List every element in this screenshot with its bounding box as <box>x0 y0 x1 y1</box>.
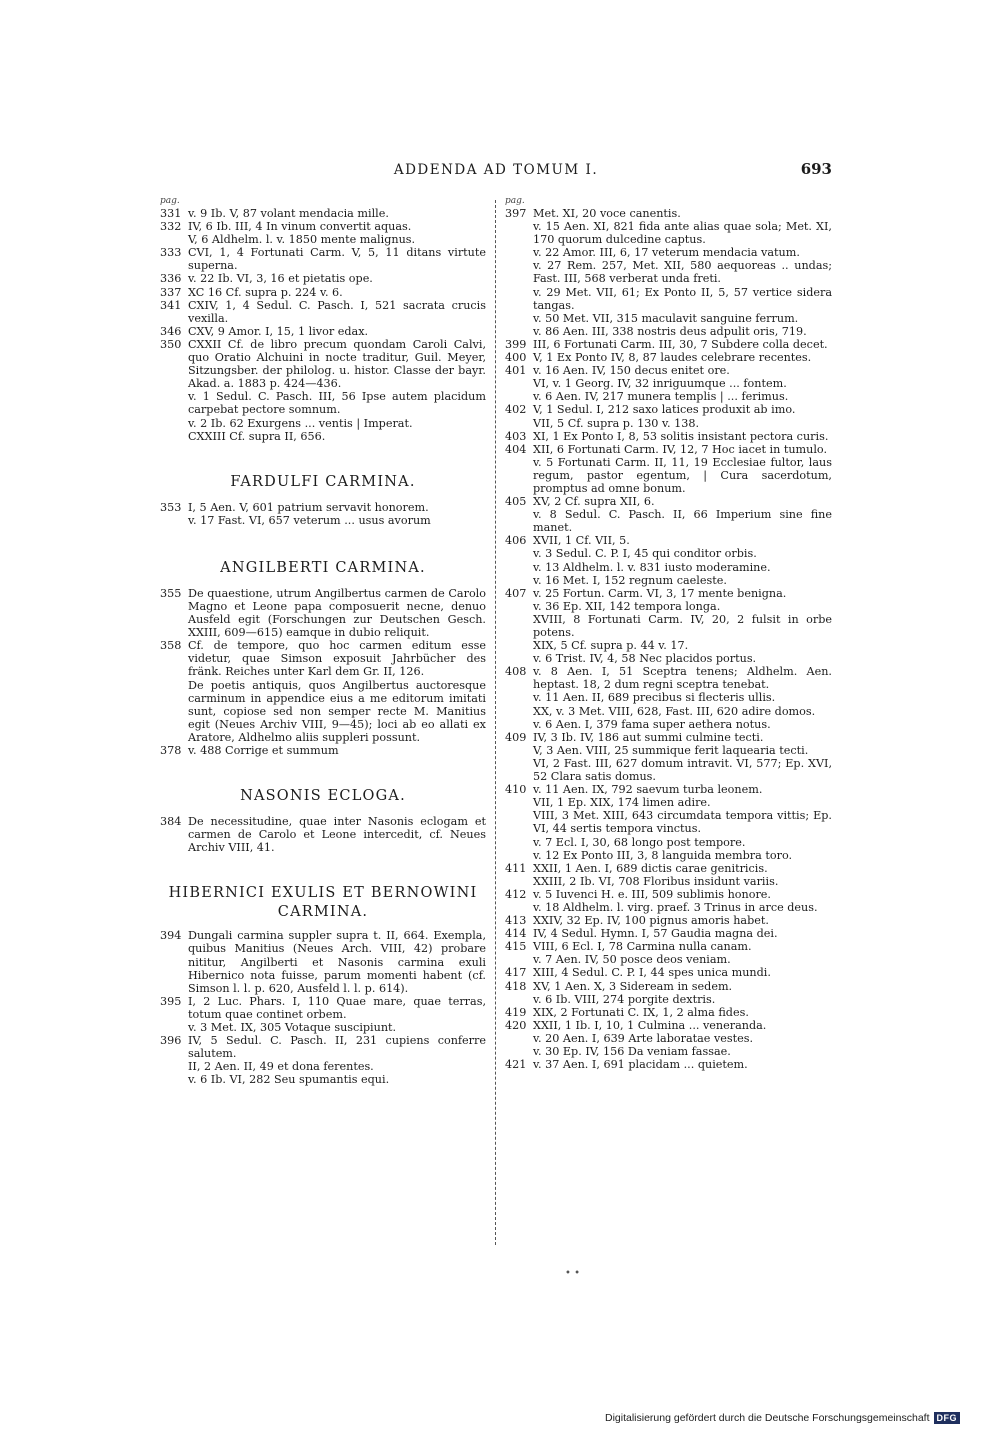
entry-page-number: 396 <box>160 1034 182 1048</box>
index-entry <box>505 966 832 979</box>
entry-text: CXIV, 1, 4 Sedul. C. Pasch. I, 521 sacrata crucis vexilla. <box>188 298 486 325</box>
entry-page-number: 346 <box>160 324 182 338</box>
index-entry <box>160 325 486 338</box>
section-title-nasonis: NASONIS ECLOGA. <box>240 788 406 805</box>
index-entry <box>505 875 832 888</box>
index-entry <box>505 312 832 325</box>
index-entry <box>505 862 832 875</box>
entry-text: v. 11 Aen. IX, 792 saevum turba leonem. <box>533 783 763 797</box>
entry-text: v. 22 Ib. VI, 3, 16 et pietatis ope. <box>188 272 373 286</box>
entries-group-right <box>505 207 832 1071</box>
entry-page-number: 399 <box>505 337 527 351</box>
entry-page-number: 421 <box>505 1058 527 1072</box>
entry-text: XXII, 1 Ib. I, 10, 1 Culmina ... veneranda. <box>533 1018 767 1032</box>
index-entry <box>505 534 832 547</box>
section-title-fardulfi: FARDULFI CARMINA. <box>230 473 416 490</box>
index-entry <box>505 718 832 731</box>
index-entry <box>505 220 832 246</box>
index-entry <box>505 980 832 993</box>
entry-text: v. 7 Aen. IV, 50 posce deos veniam. <box>533 953 731 967</box>
entry-text: v. 6 Aen. I, 379 fama super aethera notus. <box>533 717 771 731</box>
entry-text: V, 3 Aen. VIII, 25 summique ferit laquearia tecti. <box>533 743 809 757</box>
footer-credit: Digitalisierung gefördert durch die Deutsche Forschungsgemeinschaft <box>604 1412 930 1424</box>
index-entry <box>505 286 832 312</box>
index-entry <box>160 744 486 757</box>
entry-text: v. 7 Ecl. I, 30, 68 longo post tempore. <box>533 835 746 849</box>
entry-text: XC 16 Cf. supra p. 224 v. 6. <box>188 285 343 299</box>
entry-text: IV, 5 Sedul. C. Pasch. II, 231 cupiens conferre salutem. <box>188 1034 486 1061</box>
index-entry <box>160 233 486 246</box>
index-entry <box>505 364 832 377</box>
index-entry <box>505 495 832 508</box>
entry-text: XIII, 4 Sedul. C. P. I, 44 spes unica mundi. <box>533 966 771 980</box>
index-entry <box>505 731 832 744</box>
index-entry <box>505 587 832 600</box>
entry-page-number: 408 <box>505 665 527 679</box>
index-entry <box>160 417 486 430</box>
entry-text: Cf. de tempore, quo hoc carmen editum esse videtur, quae Simson exposuit Jahrbücher des fränk. Reiches unter Karl dem Gr. II, 126. <box>188 639 486 679</box>
index-entry <box>160 815 486 854</box>
right-column <box>505 196 832 1071</box>
entry-page-number: 403 <box>505 429 527 443</box>
entry-page-number: 378 <box>160 744 182 757</box>
entry-text: XII, 6 Fortunati Carm. IV, 12, 7 Hoc iacet in tumulo. <box>533 442 828 456</box>
index-entry <box>505 705 832 718</box>
entry-page-number: 410 <box>505 783 527 797</box>
entry-page-number: 395 <box>160 994 182 1008</box>
entry-text: De necessitudine, quae inter Nasonis eclogam et carmen de Carolo et Leone intercedit, cf. Neues Archiv VIII, 41. <box>188 815 486 855</box>
index-entry <box>160 639 486 678</box>
entry-page-number: 384 <box>160 815 182 829</box>
entry-page-number: 404 <box>505 442 527 456</box>
entry-page-number: 409 <box>505 730 527 744</box>
entry-text: IV, 4 Sedul. Hymn. I, 57 Gaudia magna dei. <box>533 927 778 941</box>
entry-text: III, 6 Fortunati Carm. III, 30, 7 Subdere colla decet. <box>533 337 828 351</box>
entry-text: v. 27 Rem. 257, Met. XII, 580 aequoreas .. undas; Fast. III, 568 verberat unda freti. <box>533 259 832 286</box>
index-entry <box>160 390 486 416</box>
entry-text: VI, v. 1 Georg. IV, 32 inriguumque ... fontem. <box>533 377 787 391</box>
entry-text: Dungali carmina suppler supra t. II, 664. Exempla, quibus Manitius (Neues Arch. VIII, 42) probare nititur, Angilberti et Nasonis carmina exuli Hibernico nota fuisse, parum momenti habent (cf. Simson l. l. p. 620, Ausfeld l. l. p. 614). <box>188 929 486 995</box>
index-entry <box>505 1032 832 1045</box>
index-entry <box>160 1060 486 1073</box>
index-entry <box>505 993 832 1006</box>
entries-group-b <box>160 501 486 527</box>
index-entry <box>160 679 486 744</box>
section-title-angilberti: ANGILBERTI CARMINA. <box>220 559 426 576</box>
entry-text: v. 1 Sedul. C. Pasch. III, 56 Ipse autem placidum carpebat pectore somnum. <box>188 390 486 417</box>
entry-text: v. 16 Met. I, 152 regnum caeleste. <box>533 573 727 587</box>
index-entry <box>505 691 832 704</box>
entry-text: CXXIII Cf. supra II, 656. <box>188 429 326 443</box>
entry-text: CXXII Cf. de libro precum quondam Caroli Calvi, quo Oratio Alchuini in nocte traditur, Guil. Meyer, Sitzungsber. der philolog. u. histor. Classe der bayr. Akad. a. 1883 p. 424—436. <box>188 337 486 391</box>
entry-page-number: 336 <box>160 272 182 286</box>
entry-text: v. 5 Iuvenci H. e. III, 509 sublimis honore. <box>533 887 771 901</box>
index-entry <box>505 403 832 416</box>
entry-text: VI, 2 Fast. III, 627 domum intravit. VI, 577; Ep. XVI, 52 Clara satis domus. <box>533 756 832 784</box>
entry-page-number: 417 <box>505 966 527 980</box>
entry-page-number: 401 <box>505 364 527 378</box>
running-title: ADDENDA AD TOMUM I. <box>393 162 599 178</box>
entry-text: v. 6 Trist. IV, 4, 58 Nec placidos portus. <box>533 652 757 666</box>
entry-text: V, 1 Sedul. I, 212 saxo latices produxit ab imo. <box>533 403 796 417</box>
index-entry <box>505 783 832 796</box>
entry-text: De poetis antiquis, quos Angilbertus auctoresque carminum in appendice eius a me editorum imitati sunt, copiose sed non semper recte M. Manitius egit (Neues Archiv VIII, 9—45); loci ab eo allati ex Aratore, Aldhelmo aliis suppleri possunt. <box>188 678 486 744</box>
column-divider <box>495 200 496 1245</box>
entry-text: VIII, 6 Ecl. I, 78 Carmina nulla canam. <box>533 940 752 954</box>
entry-text: v. 37 Aen. I, 691 placidam ... quietem. <box>533 1058 748 1072</box>
index-entry <box>505 377 832 390</box>
entries-group-d <box>160 815 486 854</box>
index-entry <box>160 587 486 639</box>
entry-page-number: 420 <box>505 1018 527 1032</box>
entry-page-number: 358 <box>160 639 182 653</box>
entry-text: v. 18 Aldhelm. l. virg. praef. 3 Trinus in arce deus. <box>533 900 818 914</box>
index-entry <box>505 940 832 953</box>
page-header <box>160 160 832 182</box>
index-entry <box>505 338 832 351</box>
index-entry <box>505 757 832 783</box>
entry-text: XV, 2 Cf. supra XII, 6. <box>533 495 655 509</box>
entry-text: I, 5 Aen. V, 601 patrium servavit honorem. <box>188 500 429 514</box>
page-number: 693 <box>800 160 832 178</box>
entry-text: v. 25 Fortun. Carm. VI, 3, 17 mente benigna. <box>533 586 787 600</box>
entry-page-number: 411 <box>505 861 527 875</box>
left-column <box>160 196 486 1087</box>
entry-text: v. 3 Sedul. C. P. I, 45 qui conditor orbis. <box>533 547 757 561</box>
index-entry <box>505 561 832 574</box>
entry-page-number: 394 <box>160 929 182 943</box>
index-entry <box>505 1045 832 1058</box>
entry-text: XXIII, 2 Ib. VI, 708 Floribus insidunt variis. <box>533 874 779 888</box>
index-entry <box>505 390 832 403</box>
entry-text: v. 8 Sedul. C. Pasch. II, 66 Imperium sine fine manet. <box>533 508 832 535</box>
entry-page-number: 402 <box>505 403 527 417</box>
ornament-dots: • • <box>565 1268 580 1279</box>
entry-text: v. 11 Aen. II, 689 precibus si flecteris ullis. <box>533 691 776 705</box>
index-entry <box>505 914 832 927</box>
index-entry <box>505 927 832 940</box>
entry-text: CXV, 9 Amor. I, 15, 1 livor edax. <box>188 324 369 338</box>
entry-text: XIX, 5 Cf. supra p. 44 v. 17. <box>533 639 689 653</box>
index-entry <box>505 888 832 901</box>
entry-page-number: 407 <box>505 586 527 600</box>
index-entry <box>160 1034 486 1060</box>
index-entry <box>505 508 832 534</box>
entry-text: V, 6 Aldhelm. l. v. 1850 mente malignus. <box>188 233 416 247</box>
index-entry <box>505 600 832 613</box>
index-entry <box>505 443 832 456</box>
entry-text: v. 86 Aen. III, 338 nostris deus adpulit oris, 719. <box>533 324 807 338</box>
index-entry <box>505 574 832 587</box>
pag-label: pag. <box>505 196 525 206</box>
entry-page-number: 405 <box>505 495 527 509</box>
entry-text: v. 2 Ib. 62 Exurgens ... ventis | Imperat. <box>188 416 413 430</box>
entry-text: v. 22 Amor. III, 6, 17 veterum mendacia vatum. <box>533 246 800 260</box>
entry-page-number: 333 <box>160 246 182 260</box>
entry-page-number: 350 <box>160 337 182 351</box>
entry-page-number: 332 <box>160 220 182 234</box>
index-entry <box>505 246 832 259</box>
index-entry <box>505 417 832 430</box>
index-entry <box>505 325 832 338</box>
entry-text: v. 3 Met. IX, 305 Votaque suscipiunt. <box>188 1021 397 1035</box>
entry-text: IV, 3 Ib. IV, 186 aut summi culmine tecti. <box>533 730 764 744</box>
entry-text: VII, 5 Cf. supra p. 130 v. 138. <box>533 416 699 430</box>
entry-page-number: 400 <box>505 351 527 365</box>
entry-text: CVI, 1, 4 Fortunati Carm. V, 5, 11 ditans virtute superna. <box>188 246 486 273</box>
index-entry <box>505 665 832 691</box>
entry-page-number: 341 <box>160 298 182 312</box>
entry-text: v. 5 Fortunati Carm. II, 11, 19 Ecclesiae fultor, laus regum, pastor egentum, | Cura sacerdotum, promptus ad omne bonum. <box>533 455 832 495</box>
section-title-hibernici: HIBERNICI EXULIS ET BERNOWINI CARMINA. <box>168 885 478 921</box>
entry-page-number: 406 <box>505 534 527 548</box>
entry-text: v. 6 Aen. IV, 217 munera templis | ... ferimus. <box>533 390 789 404</box>
entry-text: XVIII, 8 Fortunati Carm. IV, 20, 2 fulsit in orbe potens. <box>533 612 832 639</box>
entry-text: v. 20 Aen. I, 639 Arte laboratae vestes. <box>533 1031 754 1045</box>
index-entry <box>505 809 832 835</box>
pag-label: pag. <box>160 196 180 206</box>
entry-page-number: 397 <box>505 207 527 220</box>
index-entry <box>505 547 832 560</box>
index-entry <box>505 796 832 809</box>
entry-text: VII, 1 Ep. XIX, 174 limen adire. <box>533 796 711 810</box>
entry-page-number: 413 <box>505 914 527 928</box>
entry-text: v. 15 Aen. XI, 821 fida ante alias quae sola; Met. XI, 170 quorum dulcedine captus. <box>533 220 832 247</box>
index-entry <box>505 456 832 495</box>
index-entry <box>505 639 832 652</box>
entry-page-number: 418 <box>505 979 527 993</box>
entry-text: v. 36 Ep. XII, 142 tempora longa. <box>533 599 721 613</box>
index-entry <box>505 1058 832 1071</box>
entry-text: v. 6 Ib. VIII, 274 porgite dextris. <box>533 992 716 1006</box>
index-entry <box>160 929 486 994</box>
index-entry <box>505 613 832 639</box>
entry-page-number: 415 <box>505 940 527 954</box>
entry-text: XXII, 1 Aen. I, 689 dictis carae genitricis. <box>533 861 768 875</box>
entry-text: v. 9 Ib. V, 87 volant mendacia mille. <box>188 207 389 220</box>
entry-text: v. 16 Aen. IV, 150 decus enitet ore. <box>533 364 730 378</box>
digitization-footer <box>605 1412 960 1424</box>
entry-text: v. 13 Aldhelm. l. v. 831 iusto moderamine. <box>533 560 771 574</box>
entry-text: XXIV, 32 Ep. IV, 100 pignus amoris habet. <box>533 914 769 928</box>
entry-page-number: 412 <box>505 887 527 901</box>
entry-text: XX, v. 3 Met. VIII, 628, Fast. III, 620 adire domos. <box>533 704 816 718</box>
index-entry <box>160 220 486 233</box>
index-entry <box>160 430 486 443</box>
entry-page-number: 355 <box>160 586 182 600</box>
entry-text: Met. XI, 20 voce canentis. <box>533 207 681 220</box>
index-entry <box>505 259 832 285</box>
entry-text: XV, 1 Aen. X, 3 Sideream in sedem. <box>533 979 733 993</box>
index-entry <box>505 849 832 862</box>
index-entry <box>160 299 486 325</box>
entry-text: v. 6 Ib. VI, 282 Seu spumantis equi. <box>188 1073 390 1087</box>
index-entry <box>505 901 832 914</box>
index-entry <box>505 1019 832 1032</box>
entry-page-number: 414 <box>505 927 527 941</box>
entry-text: XIX, 2 Fortunati C. IX, 1, 2 alma fides. <box>533 1005 749 1019</box>
entry-text: XVII, 1 Cf. VII, 5. <box>533 534 630 548</box>
entry-text: De quaestione, utrum Angilbertus carmen de Carolo Magno et Leone papa composuerit necne, denuo Ausfeld egit (Forschungen zur Deutschen Gesch. XXIII, 609—615) eamque in dubio reliquit. <box>188 586 486 640</box>
entry-page-number: 353 <box>160 500 182 514</box>
dfg-logo: DFG <box>934 1412 961 1424</box>
index-entry <box>505 836 832 849</box>
entry-text: v. 50 Met. VII, 315 maculavit sanguine ferrum. <box>533 311 799 325</box>
entry-text: V, 1 Ex Ponto IV, 8, 87 laudes celebrare recentes. <box>533 351 812 365</box>
index-entry <box>160 272 486 285</box>
entry-text: v. 29 Met. VII, 61; Ex Ponto II, 5, 57 vertice sidera tangas. <box>533 285 832 312</box>
entry-text: v. 12 Ex Ponto III, 3, 8 languida membra toro. <box>533 848 793 862</box>
index-entry <box>160 286 486 299</box>
entry-text: I, 2 Luc. Phars. I, 110 Quae mare, quae terras, totum quae continet orbem. <box>188 994 486 1021</box>
index-entry <box>160 338 486 390</box>
entry-text: XI, 1 Ex Ponto I, 8, 53 solitis insistant pectora curis. <box>533 429 829 443</box>
entries-group-c <box>160 587 486 757</box>
entry-text: v. 30 Ep. IV, 156 Da veniam fassae. <box>533 1045 731 1058</box>
entry-text: v. 8 Aen. I, 51 Sceptra tenens; Aldhelm. Aen. heptast. 18, 2 dum regni sceptra tenebat. <box>533 665 832 692</box>
index-entry <box>505 652 832 665</box>
index-entry <box>505 351 832 364</box>
index-entry <box>160 207 486 220</box>
index-entry <box>505 1006 832 1019</box>
entry-page-number: 331 <box>160 207 182 220</box>
index-entry <box>160 995 486 1021</box>
index-entry <box>505 953 832 966</box>
index-entry <box>505 207 832 220</box>
index-entry <box>505 430 832 443</box>
index-entry <box>160 501 486 514</box>
index-entry <box>160 1073 486 1086</box>
entry-text: v. 17 Fast. VI, 657 veterum ... usus avorum <box>188 513 431 527</box>
index-entry <box>160 514 486 527</box>
entry-page-number: 419 <box>505 1005 527 1019</box>
entry-text: v. 488 Corrige et summum <box>188 744 339 757</box>
index-entry <box>160 1021 486 1034</box>
index-entry <box>505 744 832 757</box>
entry-text: VIII, 3 Met. XIII, 643 circumdata tempora vittis; Ep. VI, 44 sertis tempora vinctus. <box>533 809 832 836</box>
entry-text: II, 2 Aen. II, 49 et dona ferentes. <box>188 1060 374 1074</box>
entries-group-e <box>160 929 486 1086</box>
entries-group-a <box>160 207 486 443</box>
entry-page-number: 337 <box>160 285 182 299</box>
index-entry <box>160 246 486 272</box>
entry-text: IV, 6 Ib. III, 4 In vinum convertit aquas. <box>188 220 412 234</box>
